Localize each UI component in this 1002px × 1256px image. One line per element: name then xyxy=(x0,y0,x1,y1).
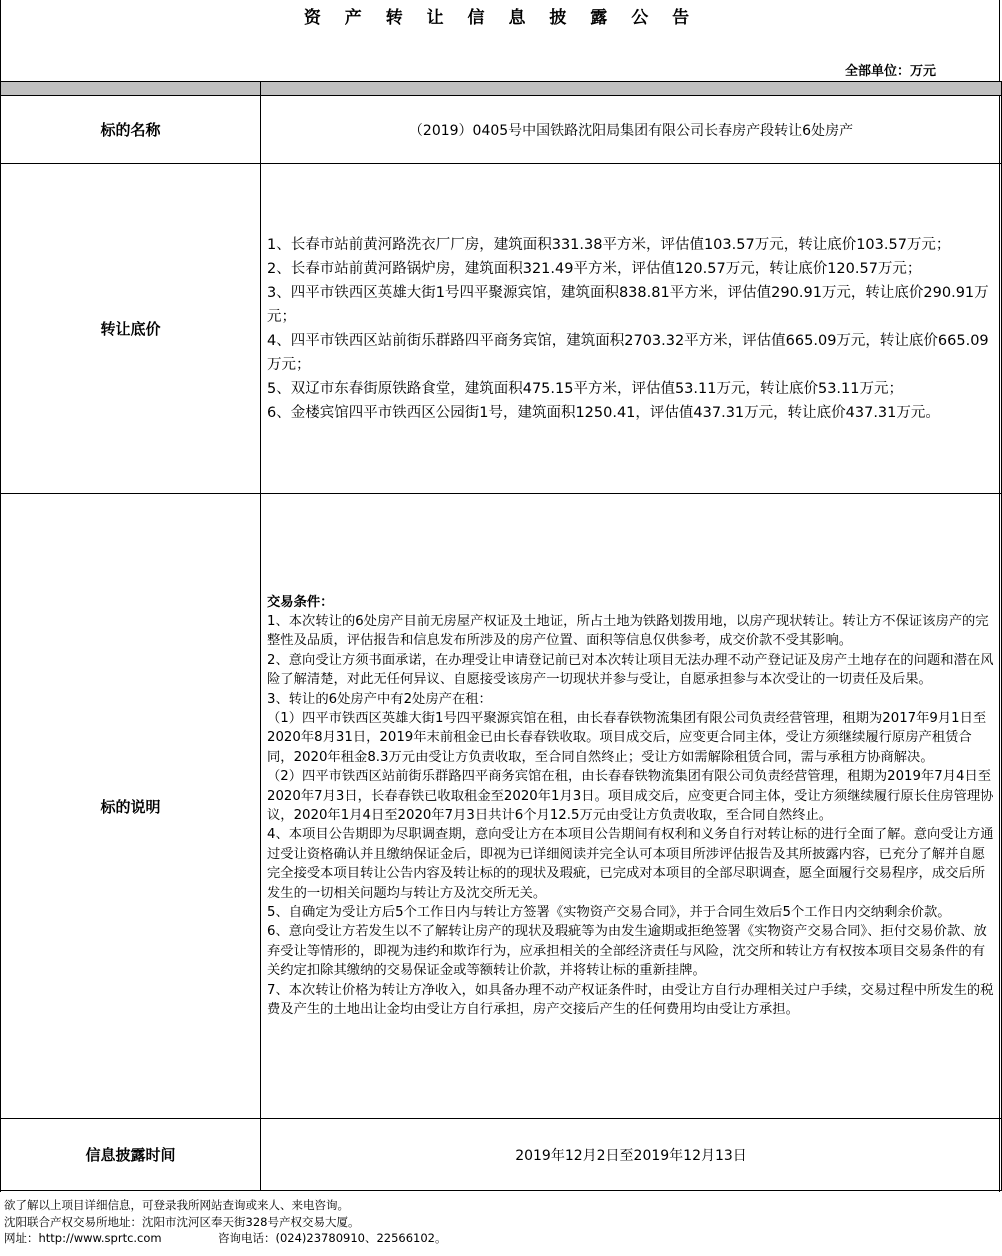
desc-paragraph: 4、本项目公告期即为尽职调查期，意向受让方在本项目公告期间有权利和义务自行对转让标的进行全面了解。意向受让方通过受让资格确认并且缴纳保证金后，即视为已详细阅读并完全认可本项目所涉评估报告及其所披露内容，已充分了解并自愿完全接受本项目转让公告内容及转让标的的现状及瑕疵，已完成对本项目的全部尽职调查，愿全面履行交易程序，成交后所发生的一切相关问题均与转让方及沈交所无关。 xyxy=(267,827,994,901)
price-item: 3、四平市铁西区英雄大街1号四平聚源宾馆，建筑面积838.81平方米，评估值290.91万元，转让底价290.91万元； xyxy=(267,284,989,325)
price-list xyxy=(261,225,1001,433)
desc-label: 标的说明 xyxy=(1,494,261,1119)
desc-paragraph: 7、本次转让价格为转让方净收入，如具备办理不动产权证条件时，由受让方自行办理相关过户手续，交易过程中所发生的税费及产生的土地出让金均由受让方自行承担，房产交接后产生的任何费用均由受让方承担。 xyxy=(267,982,994,1018)
desc-paragraph: 3、转让的6处房产中有2处房产在租： xyxy=(267,691,492,707)
price-item: 1、长春市站前黄河路洗衣厂厂房，建筑面积331.38平方米，评估值103.57万元，转让底价103.57万元； xyxy=(267,236,951,253)
price-item: 2、长春市站前黄河路锅炉房，建筑面积321.49平方米，评估值120.57万元，转让底价120.57万元； xyxy=(267,260,922,277)
footer-line-contact xyxy=(4,1230,447,1247)
notice-title: 资 产 转 让 信 息 披 露 公 告 xyxy=(303,8,699,28)
desc-cell xyxy=(261,494,1002,1119)
footer-line-info: 欲了解以上项目详细信息，可登录我所网站查询或来人、来电咨询。 xyxy=(4,1198,349,1212)
subject-row xyxy=(1,96,1002,164)
header-cell-left xyxy=(1,82,261,96)
unit-note: 全部单位：万元 xyxy=(844,64,936,79)
price-item: 5、双辽市东春街原铁路食堂，建筑面积475.15平方米，评估值53.11万元，转让底价53.11万元； xyxy=(267,380,903,397)
time-value: 2019年12月2日至2019年12月13日 xyxy=(261,1119,1002,1191)
desc-paragraph: （1）四平市铁西区英雄大街1号四平聚源宾馆在租，由长春春铁物流集团有限公司负责经营管理，租期为2017年9月1日至2020年8月31日，2019年末前租金已由长春春铁收取。项目成交后，应变更合同主体，受让方须继续履行原房产租赁合同，2020年租金8.3万元由受让方负责收取，至合同自然终止；受让方如需解除租赁合同，需与承租方协商解决。 xyxy=(267,710,987,765)
price-cell xyxy=(261,164,1002,494)
desc-paragraph: 5、自确定为受让方后5个工作日内与转让方签署《实物资产交易合同》，并于合同生效后5个工作日内交纳剩余价款。 xyxy=(267,905,951,921)
desc-heading: 交易条件： xyxy=(267,594,334,610)
footer-line-address: 沈阳联合产权交易所地址：沈阳市沈河区奉天街328号产权交易大厦。 xyxy=(4,1214,360,1229)
price-row xyxy=(1,164,1002,494)
header-row xyxy=(1,82,1002,96)
time-label: 信息披露时间 xyxy=(1,1119,261,1191)
header-cell-right xyxy=(261,82,1002,96)
price-item: 4、四平市铁西区站前街乐群路四平商务宾馆，建筑面积2703.32平方米，评估值665.09万元，转让底价665.09万元； xyxy=(267,332,989,373)
desc-paragraph: 2、意向受让方须书面承诺，在办理受让申请登记前已对本次转让项目无法办理不动产登记证及房产土地存在的问题和潜在风险了解清楚，对此无任何异议、自愿接受该房产一切现状并参与受让，自愿承担参与本次受让的一切责任及后果。 xyxy=(267,652,994,688)
price-label: 转让底价 xyxy=(1,164,261,494)
subject-value: （2019）0405号中国铁路沈阳局集团有限公司长春房产段转让6处房产 xyxy=(261,96,1002,164)
phone-text: 咨询电话：(024)23780910、22566102。 xyxy=(218,1231,447,1245)
desc-row xyxy=(1,494,1002,1119)
footer xyxy=(4,1197,447,1247)
desc-paragraph: 6、意向受让方若发生以不了解转让房产的现状及瑕疵等为由发生逾期或拒绝签署《实物资产交易合同》、拒付交易价款、放弃受让等情形的，即视为违约和欺诈行为，应承担相关的全部经济责任与风险，沈交所和转让方有权按本项目交易条件的有关约定扣除其缴纳的交易保证金或等额转让价款，并将转让标的重新挂牌。 xyxy=(267,924,987,979)
subject-label: 标的名称 xyxy=(1,96,261,164)
website-text: 网址：http://www.sprtc.com xyxy=(4,1231,162,1245)
notice-table xyxy=(0,81,1002,1191)
time-row xyxy=(1,1119,1002,1191)
desc-paragraph: （2）四平市铁西区站前街乐群路四平商务宾馆在租，由长春春铁物流集团有限公司负责经营管理，租期为2019年7月4日至2020年7月3日，长春春铁已收取租金至2020年1月3日。项目成交后，应变更合同主体，受让方须继续履行原长住房管理协议，2020年1月4日至2020年7月3日共计6个月12.5万元由受让方负责收取，至合同自然终止。 xyxy=(267,769,994,823)
desc-paragraph: 1、本次转让的6处房产目前无房屋产权证及土地证，所占土地为铁路划拨用地，以房产现状转让。转让方不保证该房产的完整性及品质，评估报告和信息发布所涉及的房产位置、面积等信息仅供参考，成交价款不受其影响。 xyxy=(267,613,989,649)
price-item: 6、金楼宾馆四平市铁西区公园街1号，建筑面积1250.41，评估值437.31万元，转让底价437.31万元。 xyxy=(267,404,940,421)
desc-text xyxy=(261,589,1001,1024)
